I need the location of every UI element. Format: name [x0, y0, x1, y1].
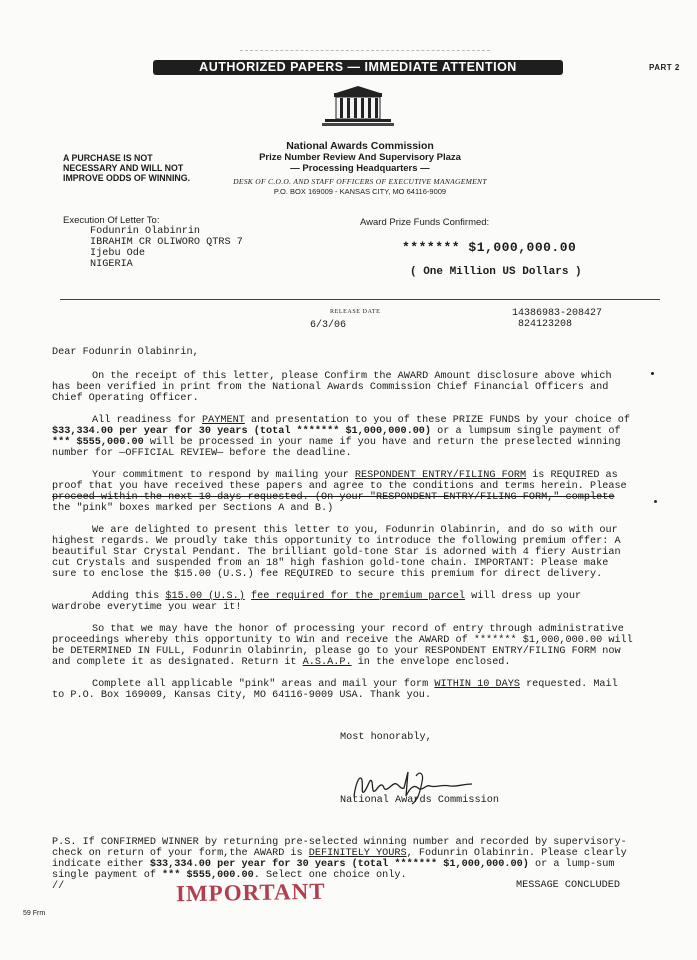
- paragraph-7: Complete all applicable "pink" areas and mail your form WITHIN 10 DAYS requested. Mail to P.O. Box 169009, Kansas City, MO 64116-9009 USA. Thank you.: [52, 679, 618, 701]
- paragraph-5: Adding this $15.00 (U.S.) fee required for the premium parcel will dress up your wardrobe everytime you wear it!: [52, 591, 582, 613]
- message-concluded: MESSAGE CONCLUDED: [516, 880, 620, 891]
- top-dashed-line: [240, 50, 490, 51]
- building-icon: [322, 85, 394, 129]
- reference-numbers: [512, 308, 602, 330]
- closing: Most honorably,: [340, 732, 432, 743]
- definitely-underlined: DEFINITELY YOURS: [308, 848, 407, 859]
- paragraph-1: On the receipt of this letter, please Confirm the AWARD Amount disclosure above which has been verified in print from the National Awards Commission Chief Financial Officers and Chief Operating Officer.: [52, 371, 612, 404]
- reference-number: 824123208: [518, 319, 573, 330]
- postscript: P.S. If CONFIRMED WINNER by returning pre-selected winning number and recorded by supervisory- check on return of your form,the AWARD is DEFINITELY YOURS, Fodunrin Olabinrin. Please clearly indicate either $33,334.00 per year for 30 years (total ******* $1,000,000.00) or a lump-sum single payment of *** $555,000.00. Select one choice only.: [52, 837, 627, 881]
- important-stamp: IMPORTANT: [175, 878, 326, 907]
- letter-body: [52, 347, 652, 712]
- speck: [651, 372, 654, 375]
- org-name: National Awards Commission: [286, 140, 434, 152]
- release-date: 6/3/06: [310, 320, 347, 331]
- asap-underlined: A.S.A.P.: [302, 657, 352, 668]
- part-label: PART 2: [649, 63, 680, 72]
- attention-banner: AUTHORIZED PAPERS — IMMEDIATE ATTENTION: [153, 60, 563, 75]
- signature-name: National Awards Commission: [340, 795, 499, 806]
- execution-label: Execution Of Letter To:: [63, 215, 160, 226]
- paragraph-4: We are delighted to present this letter to you, Fodunrin Olabinrin, and do so with our highest regards. We proudly take this opportunity to introduce the following premium offer: A beautiful Star Crystal Pendant. The brilliant gold-tone Star is adorned with 4 fiery Austrian cut Crystals and suspended from an 18" high fashion gold-tone chain. IMPORTANT: Please make sure to enclose the $15.00 (U.S.) fee REQUIRED to secure this premium for direct delivery.: [52, 525, 621, 580]
- paragraph-2: All readiness for PAYMENT and presentation to you of these PRIZE FUNDS by your choice of $33,334.00 per year for 30 years (total ******* $1,000,000.00) or a lumpsum single payment of *** $555,000.00 will be processed in your name if you have and return the preselected winning number for —OFFICIAL REVIEW— before the deadline.: [52, 415, 630, 459]
- paragraph-6: So that we may have the honor of processing your record of entry through administrative proceedings whereby this opportunity to Win and receive the AWARD of ******* $1,000,000.00 will be DETERMINED IN FULL, Fodunrin Olabinrin, please go to your RESPONDENT ENTRY/FILING FORM now and complete it as designated. Return it A.S.A.P. in the envelope enclosed.: [52, 624, 633, 668]
- recipient-address: [90, 226, 243, 270]
- org-line-2: Prize Number Review And Supervisory Plaza: [259, 152, 461, 163]
- form-number: 59 Frm: [23, 910, 46, 917]
- release-date-label: RELEASE DATE: [330, 309, 381, 315]
- recipient-line: Fodunrin Olabinrin: [90, 226, 201, 237]
- slashes: //: [52, 881, 65, 892]
- purchase-disclaimer: A PURCHASE IS NOT NECESSARY AND WILL NOT IMPROVE ODDS OF WINNING.: [63, 153, 191, 183]
- recipient-line: IBRAHIM CR OLIWORO QTRS 7: [90, 237, 243, 248]
- recipient-line: NIGERIA: [90, 259, 133, 270]
- form-name-underlined: RESPONDENT ENTRY/FILING FORM: [354, 470, 527, 481]
- org-desk: DESK OF C.O.O. AND STAFF OFFICERS OF EXECUTIVE MANAGEMENT: [233, 177, 487, 186]
- award-label: Award Prize Funds Confirmed:: [360, 217, 490, 228]
- org-line-3: — Processing Headquarters —: [290, 163, 430, 174]
- organization-header: [190, 140, 530, 197]
- speck: [654, 500, 657, 503]
- days-underlined: WITHIN 10 DAYS: [434, 679, 520, 690]
- fee-underlined: $15.00 (U.S.): [165, 591, 245, 602]
- org-po-box: P.O. BOX 169009 - KANSAS CITY, MO 64116-9009: [273, 187, 447, 196]
- award-amount: ******* $1,000,000.00: [402, 240, 577, 255]
- paragraph-3: Your commitment to respond by mailing your RESPONDENT ENTRY/FILING FORM is REQUIRED as proof that you have received these papers and agree to the conditions and terms herein. Please proceed within the next 10 days requested. (On your "RESPONDENT ENTRY/FILING FORM," complete the "pink" boxes marked per Sections A and B.): [52, 470, 627, 514]
- salutation: Dear Fodunrin Olabinrin,: [52, 347, 199, 358]
- divider: [60, 299, 660, 300]
- award-amount-words: ( One Million US Dollars ): [410, 266, 582, 278]
- struck-text: proceed within the next 10 days requested. (On your "RESPONDENT ENTRY/FILING FORM," complete: [52, 492, 615, 503]
- parcel-underlined: fee required for the premium parcel: [250, 591, 465, 602]
- recipient-line: Ijebu Ode: [90, 248, 146, 259]
- payment-underlined: PAYMENT: [202, 415, 245, 426]
- reference-number: 14386983-208427: [512, 308, 603, 319]
